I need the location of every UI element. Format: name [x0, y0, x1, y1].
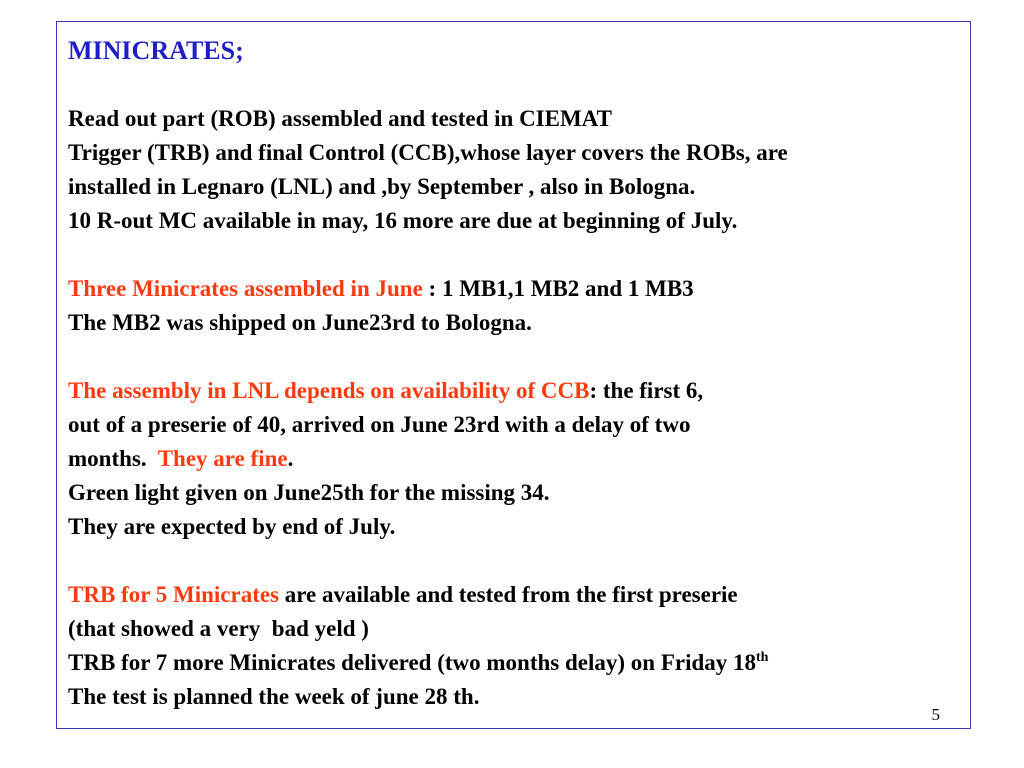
paragraph-line: [68, 578, 968, 612]
body-text: months.: [68, 446, 158, 471]
paragraph-line: [68, 646, 968, 680]
paragraph-line: Trigger (TRB) and final Control (CCB),whose layer covers the ROBs, are: [68, 140, 788, 165]
highlight-text: They are fine: [157, 446, 288, 471]
body-text: .: [287, 446, 294, 471]
highlight-text: Three Minicrates assembled in June: [68, 276, 423, 301]
body-text: TRB for 7 more Minicrates delivered (two months delay) on Friday 18: [68, 650, 757, 675]
slide-body: [68, 34, 968, 714]
body-text: : 1 MB1,1 MB2 and 1 MB3: [422, 276, 694, 301]
paragraph-line: The test is planned the week of june 28 th.: [68, 684, 480, 709]
paragraph-line: (that showed a very bad yeld ): [68, 616, 369, 641]
paragraph-line: [68, 374, 968, 408]
paragraph-line: out of a preserie of 40, arrived on June 23rd with a delay of two: [68, 412, 691, 437]
paragraph-line: [68, 442, 968, 476]
paragraph-line: Read out part (ROB) assembled and tested in CIEMAT: [68, 106, 612, 131]
spacer: [68, 68, 968, 102]
paragraph-line: Green light given on June25th for the missing 34.: [68, 480, 550, 505]
paragraph-line: installed in Legnaro (LNL) and ,by September , also in Bologna.: [68, 174, 696, 199]
slide-title: MINICRATES;: [68, 36, 244, 65]
paragraph-line: They are expected by end of July.: [68, 514, 396, 539]
spacer: [68, 340, 968, 374]
slide-frame: [56, 21, 971, 729]
highlight-text: TRB for 5 Minicrates: [68, 582, 280, 607]
body-text: : the first 6,: [589, 378, 704, 403]
spacer: [68, 544, 968, 578]
paragraph-line: 10 R-out MC available in may, 16 more are due at beginning of July.: [68, 208, 738, 233]
highlight-text: The assembly in LNL depends on availability of CCB: [68, 378, 590, 403]
spacer: [68, 238, 968, 272]
superscript: th: [756, 650, 769, 665]
page-number: 5: [931, 705, 940, 724]
paragraph-line: The MB2 was shipped on June23rd to Bologna.: [68, 310, 532, 335]
body-text: are available and tested from the first preserie: [279, 582, 738, 607]
paragraph-line: [68, 272, 968, 306]
